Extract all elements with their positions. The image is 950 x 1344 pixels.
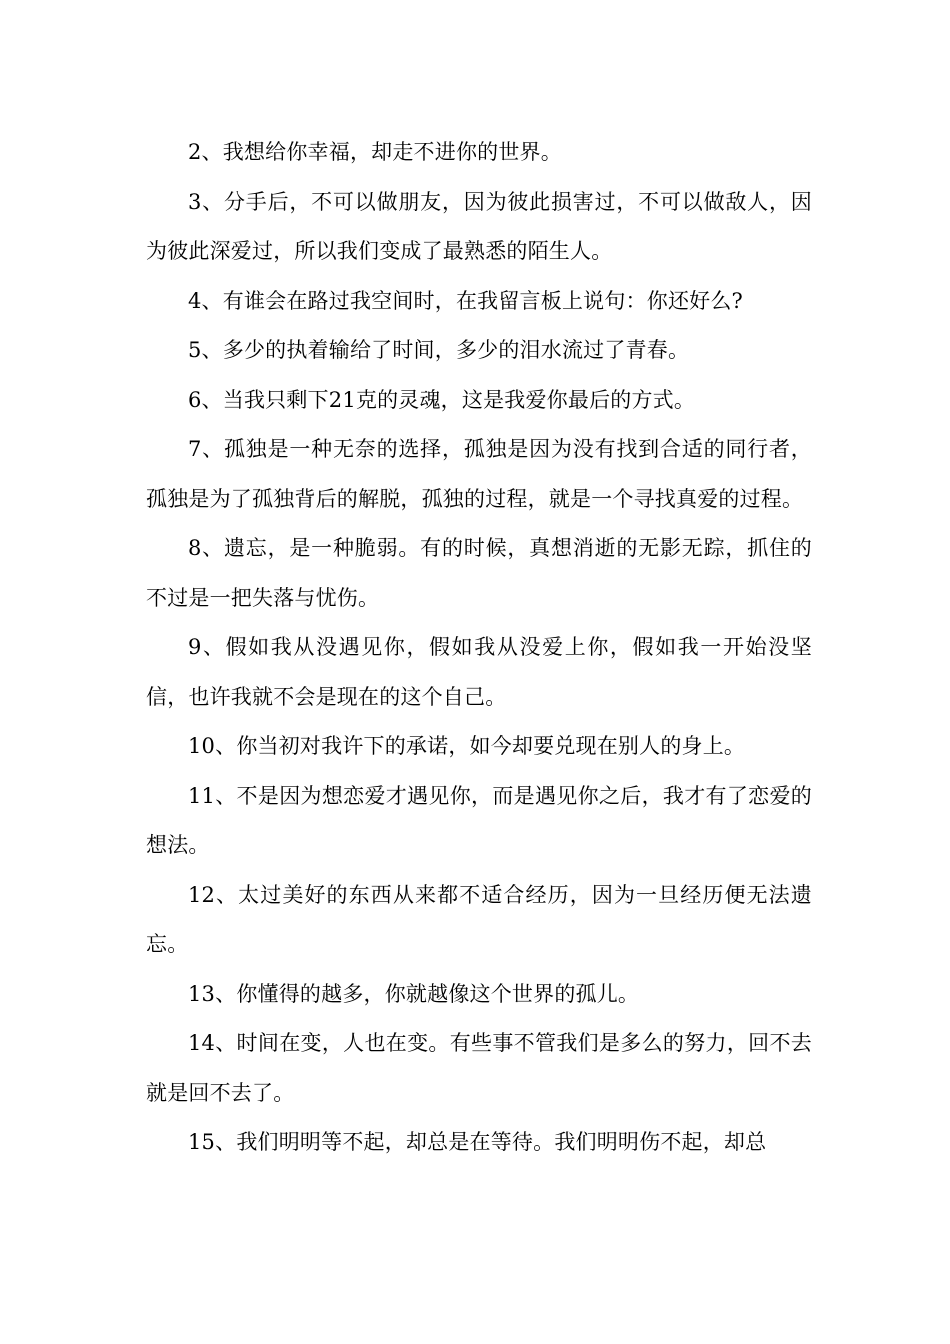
paragraph-12: 12、太过美好的东西从来都不适合经历，因为一旦经历便无法遗忘。: [146, 882, 812, 956]
paragraph-4: 4、有谁会在路过我空间时，在我留言板上说句：你还好么?: [188, 288, 744, 313]
paragraph-7: 7、孤独是一种无奈的选择，孤独是因为没有找到合适的同行者，孤独是为了孤独背后的解脱，孤独的过程，就是一个寻找真爱的过程。: [146, 437, 812, 511]
paragraph-14: 14、时间在变，人也在变。有些事不管我们是多么的努力，回不去就是回不去了。: [146, 1031, 812, 1105]
paragraph-10: 10、你当初对我许下的承诺，如今却要兑现在别人的身上。: [188, 734, 746, 758]
paragraph-2: 2、我想给你幸福，却走不进你的世界。: [188, 140, 562, 164]
paragraph-3: 3、分手后，不可以做朋友，因为彼此损害过，不可以做敌人，因为彼此深爱过，所以我们变成了最熟悉的陌生人。: [146, 189, 812, 263]
paragraph-8: 8、遗忘，是一种脆弱。有的时候，真想消逝的无影无踪，抓住的不过是一把失落与忧伤。: [146, 536, 812, 610]
document-body: [146, 128, 812, 1168]
paragraph-15: 15、我们明明等不起，却总是在等待。我们明明伤不起，却总: [188, 1130, 767, 1154]
paragraph-11: 11、不是因为想恋爱才遇见你，而是遇见你之后，我才有了恋爱的想法。: [146, 783, 812, 857]
paragraph-9: 9、假如我从没遇见你，假如我从没爱上你，假如我一开始没坚信，也许我就不会是现在的这个自己。: [146, 635, 812, 709]
paragraph-13: 13、你懂得的越多，你就越像这个世界的孤儿。: [188, 981, 640, 1006]
paragraph-5: 5、多少的执着输给了时间，多少的泪水流过了青春。: [188, 338, 690, 362]
paragraph-6: 6、当我只剩下21克的灵魂，这是我爱你最后的方式。: [188, 387, 696, 412]
